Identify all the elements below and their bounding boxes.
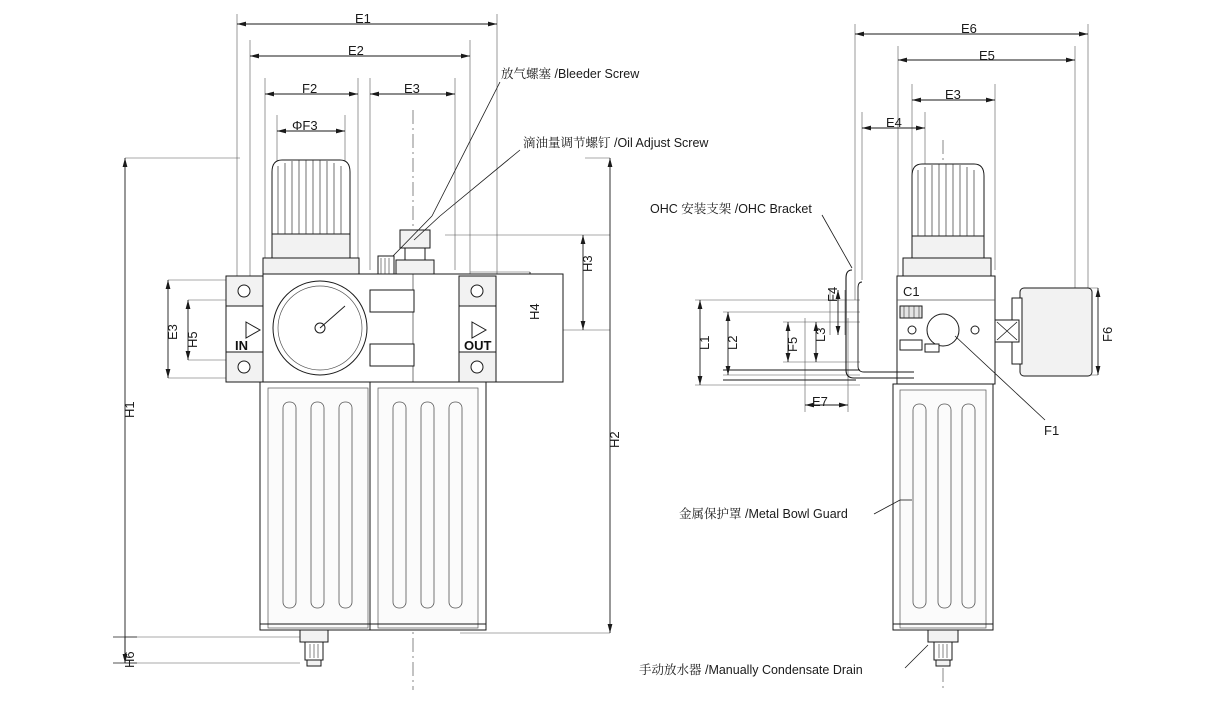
dim-label-l1: L1 — [697, 335, 712, 350]
dim-label-f2: F2 — [302, 81, 318, 96]
dim-label-h6: H6 — [122, 651, 137, 668]
dim-label-e5: E5 — [979, 48, 995, 63]
dim-label-e2: E2 — [348, 43, 364, 58]
port-label-out: OUT — [464, 338, 492, 353]
dim-label-e1: E1 — [355, 11, 371, 26]
dim-label-l2: L2 — [725, 335, 740, 350]
dim-label-e6: E6 — [961, 21, 977, 36]
dim-label-f1: F1 — [1044, 423, 1060, 438]
front-view-group — [113, 11, 610, 690]
port-label-in: IN — [235, 338, 248, 353]
dim-label-h3: H3 — [580, 255, 595, 272]
dim-label-f4: F4 — [825, 286, 840, 302]
dim-label-e3-top: E3 — [404, 81, 420, 96]
callout-oil-adjust-screw: 滴油量调节螺钉 /Oil Adjust Screw — [523, 136, 709, 150]
callout-ohc-bracket: OHC 安装支架 /OHC Bracket — [650, 202, 812, 216]
dim-label-f5: F5 — [785, 336, 800, 352]
dim-label-h4: H4 — [527, 303, 542, 320]
dim-label-e4: E4 — [886, 115, 902, 130]
dim-label-e7: E7 — [812, 394, 828, 409]
dim-label-h2: H2 — [607, 431, 622, 448]
dim-label-e3-side: E3 — [945, 87, 961, 102]
callout-manual-condensate-drain: 手动放水器 /Manually Condensate Drain — [639, 663, 863, 677]
dim-label-l3: L3 — [813, 327, 828, 342]
dim-label-f6: F6 — [1100, 326, 1115, 342]
dim-label-e3-left: E3 — [165, 324, 180, 340]
dim-label-c1: C1 — [903, 284, 920, 299]
callout-bleeder-screw: 放气螺塞 /Bleeder Screw — [501, 67, 640, 81]
callout-metal-bowl-guard: 金属保护罩 /Metal Bowl Guard — [679, 507, 848, 521]
dim-label-h1: H1 — [122, 401, 137, 418]
dim-label-phi-f3: ΦF3 — [292, 118, 318, 133]
dim-label-h5: H5 — [185, 331, 200, 348]
